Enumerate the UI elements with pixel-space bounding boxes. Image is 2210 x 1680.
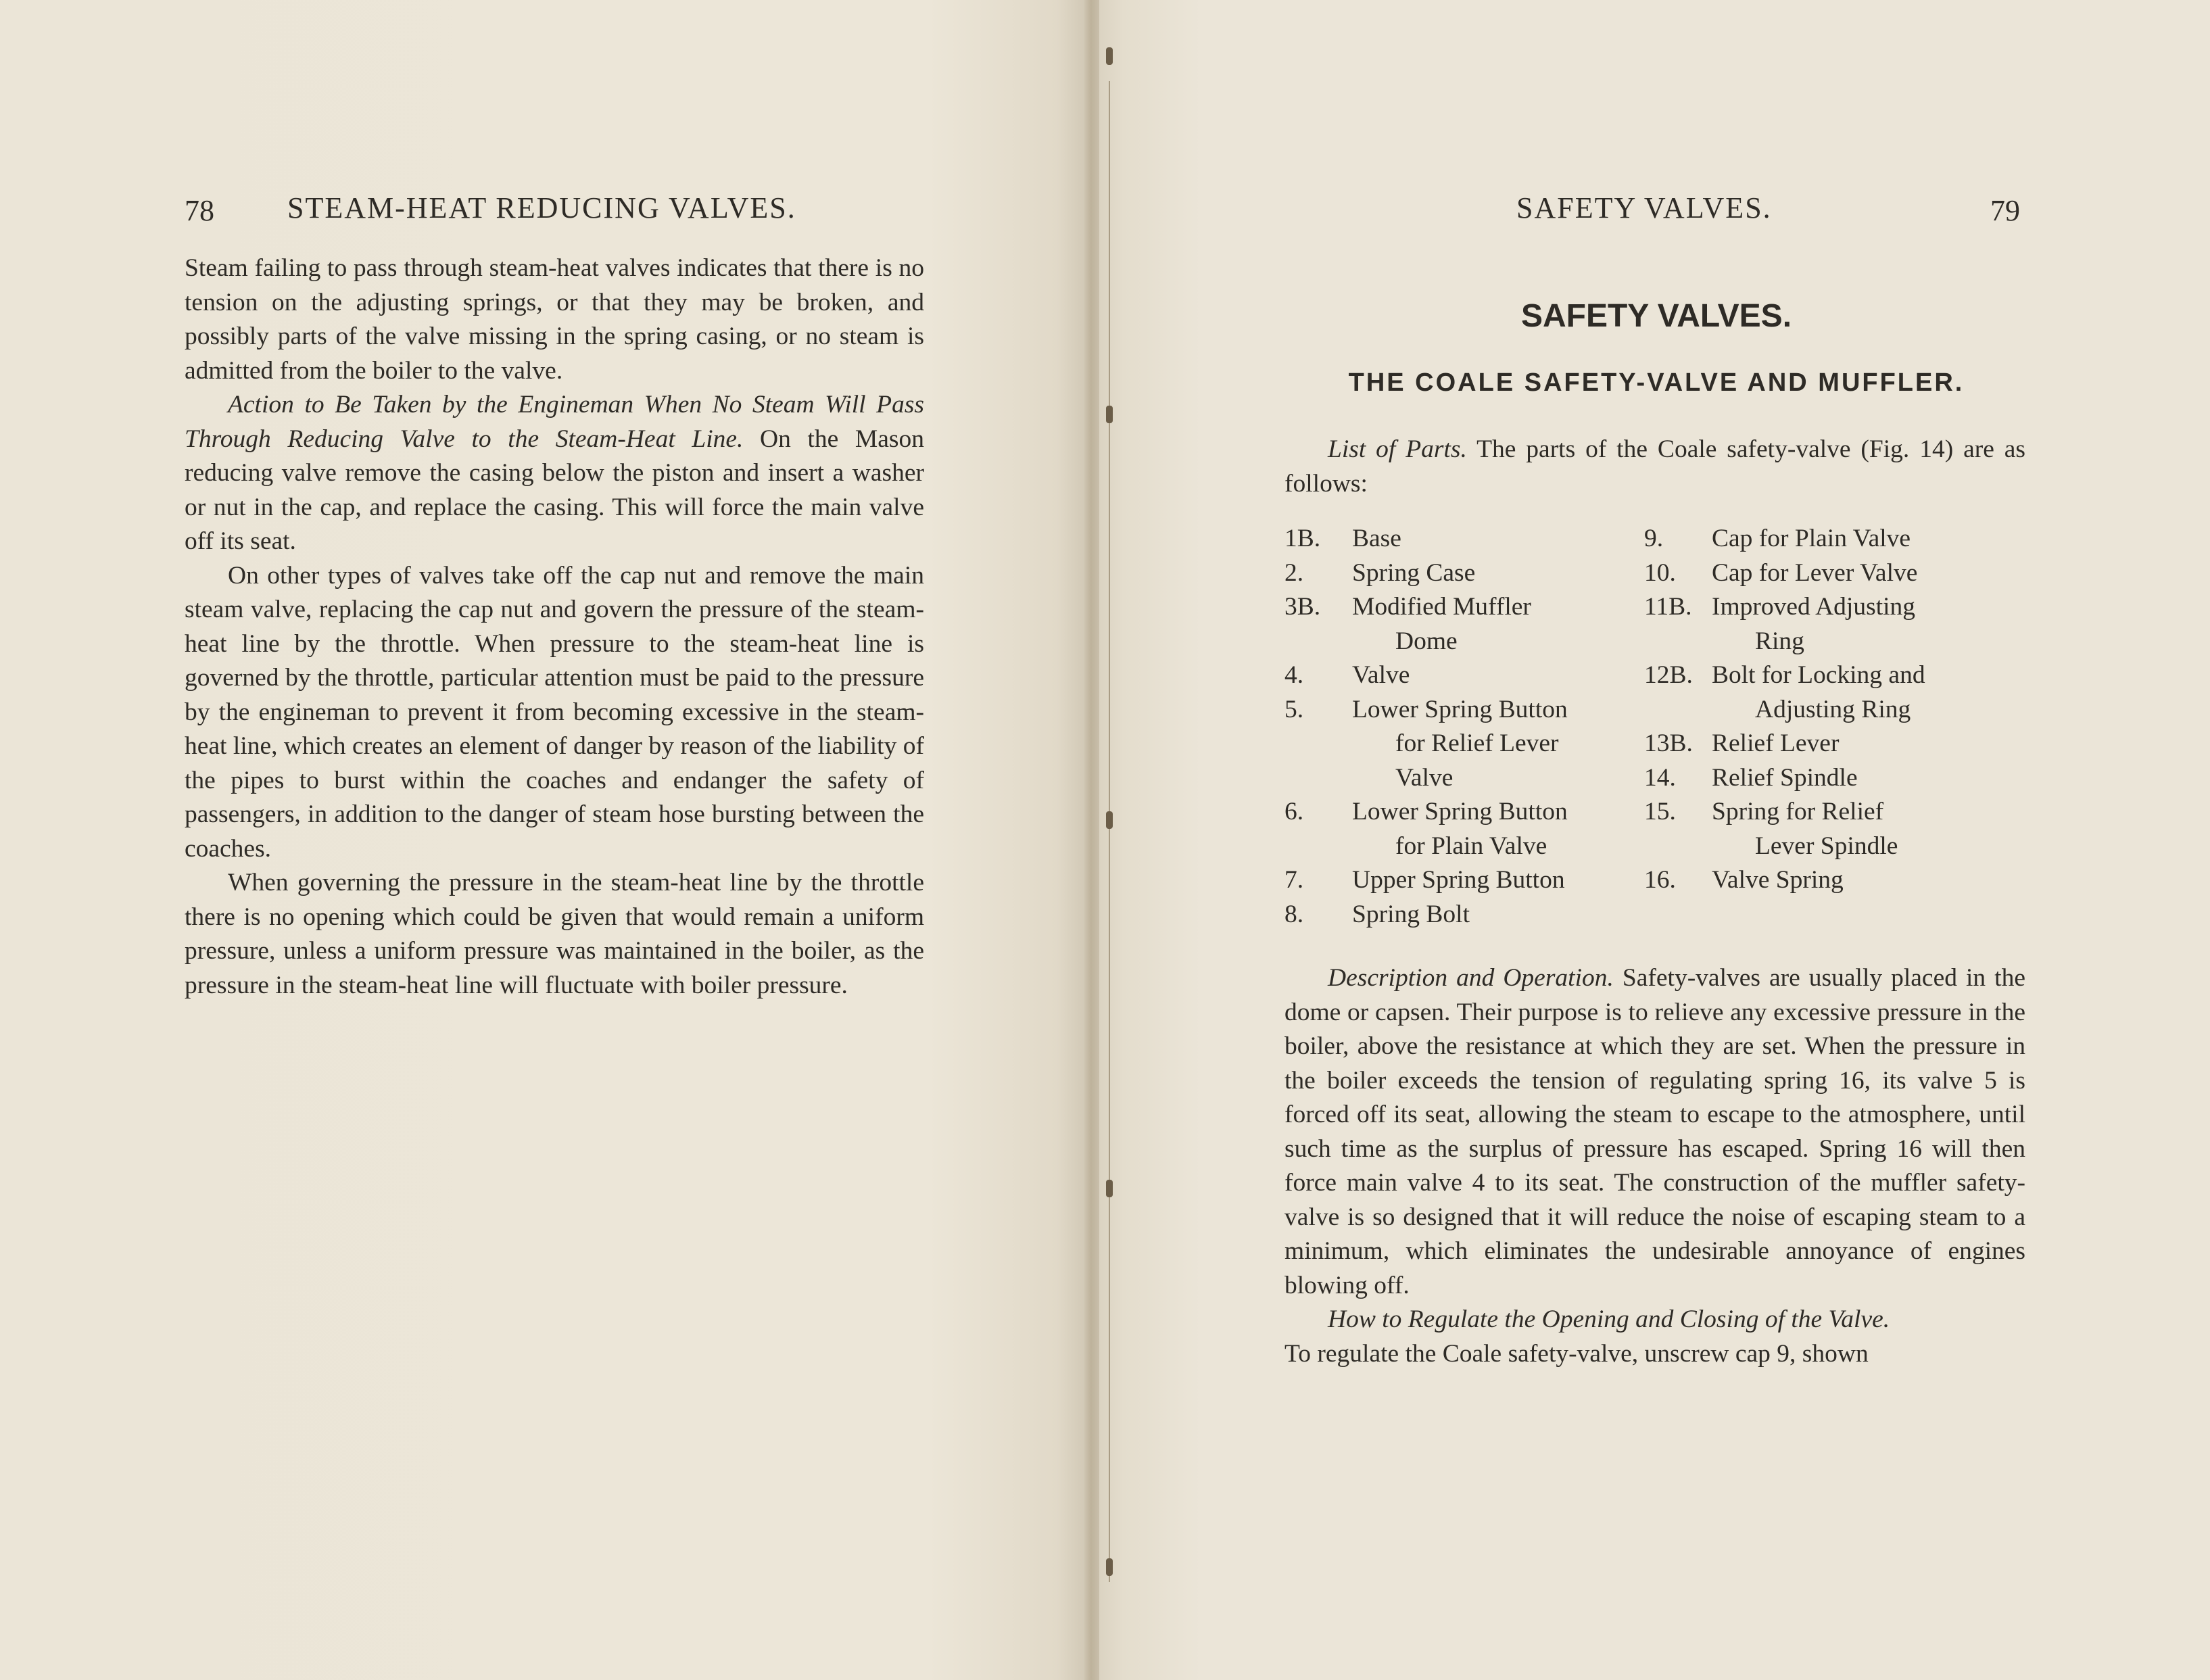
part-label-line: Base bbox=[1352, 525, 1401, 552]
part-label bbox=[1352, 898, 1636, 932]
part-label-line: for Relief Lever bbox=[1395, 729, 1559, 757]
part-item bbox=[1284, 522, 1636, 556]
part-label-line: Lower Spring Button bbox=[1352, 798, 1568, 825]
left-page-number: 78 bbox=[185, 194, 214, 227]
book-gutter bbox=[1084, 0, 1099, 1680]
parts-list-right bbox=[1644, 522, 2027, 898]
paragraph bbox=[1284, 433, 2025, 501]
left-body-text bbox=[185, 251, 924, 1003]
part-item bbox=[1284, 863, 1636, 898]
binding-thread bbox=[1109, 81, 1110, 1582]
part-number: 13B. bbox=[1644, 729, 1693, 757]
part-label bbox=[1352, 590, 1636, 658]
part-number: 16. bbox=[1644, 866, 1676, 894]
paragraph bbox=[1284, 1303, 2025, 1337]
part-label-line: Spring Bolt bbox=[1352, 900, 1470, 928]
part-label-line: Spring for Relief bbox=[1712, 798, 1884, 825]
part-number: 5. bbox=[1284, 695, 1304, 723]
italic-heading: Action to Be Taken by the Engineman When No Steam Will Pass Through Reducing Valve to the Steam-Heat Line. bbox=[185, 391, 924, 453]
part-label-line: Valve bbox=[1395, 763, 1454, 792]
part-number: 4. bbox=[1284, 661, 1304, 689]
binding-stitch bbox=[1106, 811, 1113, 829]
part-label-line: Spring Case bbox=[1352, 558, 1476, 587]
part-number: 15. bbox=[1644, 798, 1676, 825]
part-label bbox=[1712, 795, 2027, 863]
part-item bbox=[1644, 727, 2027, 761]
part-item bbox=[1284, 556, 1636, 591]
part-label bbox=[1712, 727, 2027, 761]
paragraph: Steam failing to pass through steam-heat valves indicates that there is no tension on the adjusting springs, or that they may be broken, and possibly parts of the valve missing in the spring casing, or no steam is admitted from the boiler to the valve. bbox=[185, 254, 924, 385]
italic-heading: How to Regulate the Opening and Closing of the Valve. bbox=[1328, 1305, 1890, 1333]
part-label-line: Relief Spindle bbox=[1712, 763, 1858, 792]
binding-stitch bbox=[1106, 1558, 1113, 1576]
part-label bbox=[1352, 795, 1636, 863]
part-item bbox=[1284, 795, 1636, 863]
part-number: 3B. bbox=[1284, 593, 1321, 621]
part-item bbox=[1284, 898, 1636, 932]
part-label bbox=[1712, 556, 2027, 591]
paragraph: When governing the pressure in the steam-heat line by the throttle there is no opening which could be given that would remain a uniform pressure, unless a uniform pressure was maintained in the boiler, as the pressure in the steam-heat line will fluctuate with boiler pressure. bbox=[185, 869, 924, 999]
left-running-head: STEAM-HEAT REDUCING VALVES. bbox=[287, 191, 796, 224]
part-item bbox=[1284, 590, 1636, 658]
italic-heading: Description and Operation. bbox=[1328, 964, 1614, 992]
right-running-head: SAFETY VALVES. bbox=[1516, 191, 1772, 224]
part-number: 1B. bbox=[1284, 525, 1321, 552]
chapter-title: SAFETY VALVES. bbox=[1520, 298, 1792, 334]
part-number: 7. bbox=[1284, 866, 1304, 894]
part-label-line: Relief Lever bbox=[1712, 729, 1840, 757]
part-label bbox=[1712, 658, 2027, 727]
part-label bbox=[1712, 590, 2027, 658]
part-item bbox=[1644, 863, 2027, 898]
part-label bbox=[1712, 863, 2027, 898]
part-label-line: Ring bbox=[1755, 627, 1804, 655]
part-item bbox=[1644, 761, 2027, 796]
part-item bbox=[1644, 590, 2027, 658]
part-number: 11B. bbox=[1644, 593, 1692, 621]
part-label-line: Bolt for Locking and bbox=[1712, 661, 1925, 689]
part-label-line: Valve Spring bbox=[1712, 866, 1844, 894]
parts-intro bbox=[1284, 433, 2025, 501]
part-label-line: Lever Spindle bbox=[1755, 832, 1898, 860]
part-label bbox=[1352, 556, 1636, 591]
paragraph-text: Safety-valves are usually placed in the dome or capsen. Their purpose is to relieve any excessive pressure in the boiler, above the resistance at which they are set. When the pressure in the boiler exceeds the tension of regulating spring 16, its valve 5 is forced off its seat, allowing the steam to escape to the atmosphere, until such time as the surplus of pressure has escaped. Spring 16 will then force main valve 4 to its seat. The construction of the muffler safety-valve is so designed that it will reduce the noise of escaping steam to a minimum, which eliminates the undesirable annoyance of engines blowing off. bbox=[1284, 964, 2025, 1299]
part-label-line: Cap for Lever Valve bbox=[1712, 558, 1918, 587]
part-label bbox=[1712, 761, 2027, 796]
part-item bbox=[1644, 556, 2027, 591]
part-item bbox=[1284, 658, 1636, 693]
paragraph bbox=[185, 388, 924, 559]
part-label-line: for Plain Valve bbox=[1395, 832, 1547, 860]
italic-heading: List of Parts. bbox=[1328, 435, 1467, 463]
parts-list-left bbox=[1284, 522, 1636, 932]
binding-stitch bbox=[1106, 47, 1113, 65]
part-label-line: Modified Muffler bbox=[1352, 593, 1531, 621]
part-item bbox=[1284, 693, 1636, 796]
part-number: 10. bbox=[1644, 558, 1676, 587]
right-body-text bbox=[1284, 961, 2025, 1371]
part-item bbox=[1644, 658, 2027, 727]
section-title: THE COALE SAFETY-VALVE AND MUFFLER. bbox=[1348, 368, 1965, 397]
part-number: 6. bbox=[1284, 798, 1304, 825]
part-label bbox=[1352, 863, 1636, 898]
part-item bbox=[1644, 522, 2027, 556]
part-number: 8. bbox=[1284, 900, 1304, 928]
part-number: 2. bbox=[1284, 558, 1304, 587]
part-label-line: Valve bbox=[1352, 661, 1410, 689]
part-number: 9. bbox=[1644, 525, 1664, 552]
part-label-line: Improved Adjusting bbox=[1712, 593, 1916, 621]
paragraph: To regulate the Coale safety-valve, unscrew cap 9, shown bbox=[1284, 1339, 1869, 1368]
paragraph-text: On the Mason reducing valve remove the casing below the piston and insert a washer or nut in the cap, and replace the casing. This will force the main valve off its seat. bbox=[185, 425, 924, 555]
part-label bbox=[1352, 693, 1636, 796]
part-label-line: Dome bbox=[1395, 627, 1458, 655]
part-label-line: Cap for Plain Valve bbox=[1712, 525, 1911, 552]
part-number: 12B. bbox=[1644, 661, 1693, 689]
part-label bbox=[1352, 658, 1636, 693]
paragraph bbox=[1284, 961, 2025, 1303]
paragraph: On other types of valves take off the cap nut and remove the main steam valve, replacing the cap nut and govern the pressure of the steam-heat line by the throttle. When pressure to the steam-heat line is governed by the throttle, particular attention must be paid to the pressure by the engineman to prevent it from becoming excessive in the steam-heat line, which creates an element of danger by reason of the liability of the pipes to burst within the coaches and endanger the safety of passengers, in addition to the danger of steam hose bursting between the coaches. bbox=[185, 561, 924, 863]
part-label-line: Adjusting Ring bbox=[1755, 695, 1911, 723]
part-label-line: Upper Spring Button bbox=[1352, 866, 1565, 894]
binding-stitch bbox=[1106, 1180, 1113, 1197]
part-label-line: Lower Spring Button bbox=[1352, 695, 1568, 723]
part-label bbox=[1352, 522, 1636, 556]
part-label bbox=[1712, 522, 2027, 556]
binding-stitch bbox=[1106, 406, 1113, 423]
part-item bbox=[1644, 795, 2027, 863]
right-page-number: 79 bbox=[1990, 194, 2020, 227]
paragraph-text: The parts of the Coale safety-valve (Fig. 14) are as follows: bbox=[1284, 435, 2025, 498]
part-number: 14. bbox=[1644, 763, 1676, 792]
